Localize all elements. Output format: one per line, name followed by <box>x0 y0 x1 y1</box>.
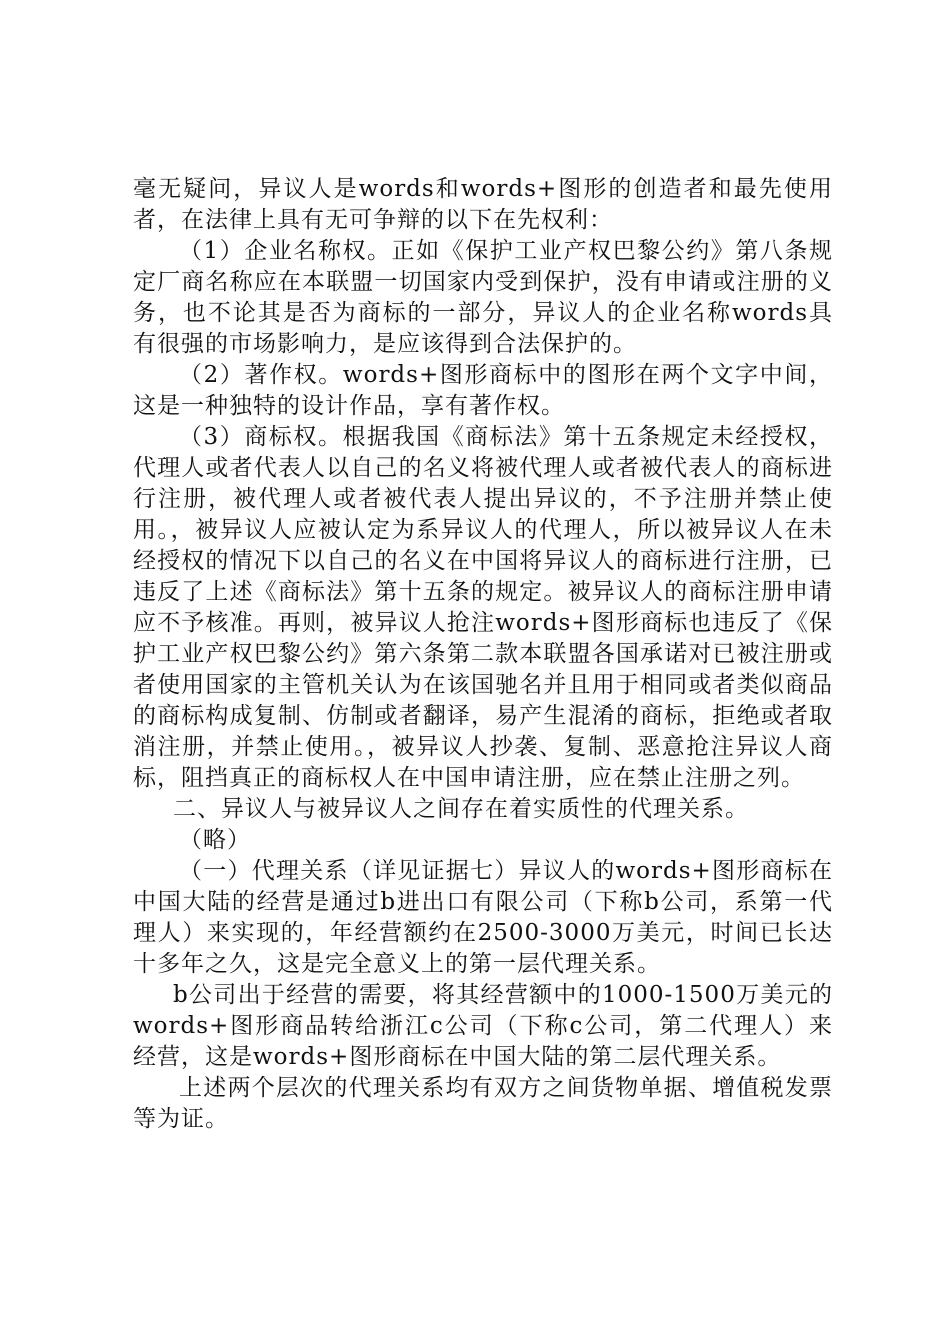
paragraph-prior-rights-intro: 毫无疑问，异议人是words和words+图形的创造者和最先使用者，在法律上具有无可争辩的以下在先权利： <box>133 176 833 233</box>
paragraph-trademark-right: （3）商标权。根据我国《商标法》第十五条规定未经授权，代理人或者代表人以自己的名义将被代理人或者被代表人的商标进行注册，被代理人或者被代表人提出异议的，不予注册并禁止使用。，被异议人应被认定为系异议人的代理人，所以被异议人在未经授权的情况下以自己的名义在中国将异议人的商标进行注册，已违反了上述《商标法》第十五条的规定。被异议人的商标注册申请应不予核准。再则，被异议人抢注words+图形商标也违反了《保护工业产权巴黎公约》第六条第二款本联盟各国承诺对已被注册或者使用国家的主管机关认为在该国驰名并且用于相同或者类似商品的商标构成复制、仿制或者翻译，易产生混淆的商标，拒绝或者取消注册，并禁止使用。，被异议人抄袭、复制、恶意抢注异议人商标，阻挡真正的商标权人在中国申请注册，应在禁止注册之列。 <box>133 424 833 791</box>
paragraph-evidence: 上述两个层次的代理关系均有双方之间货物单据、增值税发票等为证。 <box>133 1075 833 1132</box>
document-body <box>133 174 833 1135</box>
paragraph-first-agency: （一）代理关系（详见证据七）异议人的words+图形商标在中国大陆的经营是通过b进出口有限公司（下称b公司，系第一代理人）来实现的，年经营额约在2500-3000万美元，时间已长达十多年之久，这是完全意义上的第一层代理关系。 <box>133 858 833 977</box>
section-heading-agency-relationship: 二、异议人与被异议人之间存在着实质性的代理关系。 <box>173 796 749 822</box>
paragraph-second-agency: b公司出于经营的需要，将其经营额中的1000-1500万美元的words+图形商品转给浙江c公司（下称c公司，第二代理人）来经营，这是words+图形商标在中国大陆的第二层代理关系。 <box>133 982 833 1070</box>
paragraph-omitted: （略） <box>179 827 251 853</box>
paragraph-copyright: （2）著作权。words+图形商标中的图形在两个文字中间，这是一种独特的设计作品，享有著作权。 <box>133 362 833 419</box>
paragraph-enterprise-name-right: （1）企业名称权。正如《保护工业产权巴黎公约》第八条规定厂商名称应在本联盟一切国家内受到保护，没有申请或注册的义务，也不论其是否为商标的一部分，异议人的企业名称words具有很强的市场影响力，是应该得到合法保护的。 <box>133 238 833 357</box>
